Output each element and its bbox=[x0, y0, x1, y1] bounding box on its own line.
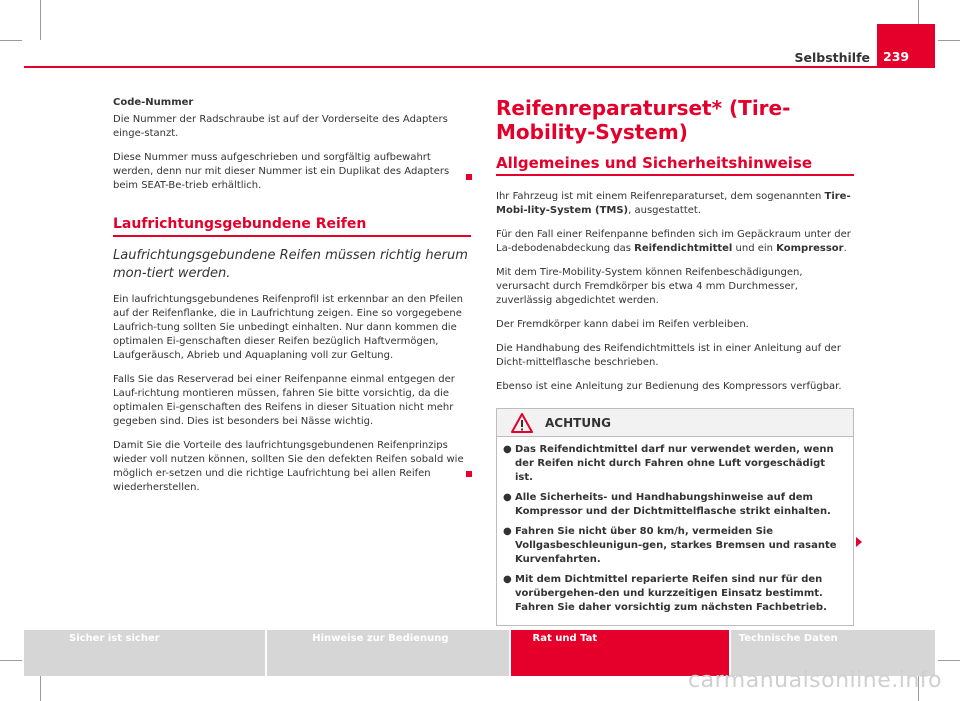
text: Ihr Fahrzeug ist mit einem Reifenreparaturset, dem sogenannten bbox=[496, 191, 825, 202]
tms-paragraph-6: Ebenso ist eine Anleitung zur Bedienung des Kompressors verfügbar. bbox=[496, 381, 842, 392]
tms-paragraph-1 bbox=[496, 190, 854, 218]
paragraph-1: Ein laufrichtungsgebundenes Reifenprofil ist erkennbar an den Pfeilen auf der Reifenflanke, die in Laufrichtung zeigen. Eine so vorgegebene Laufrich-tung sollten Sie unbedingt einhalten. Nur dann kommen die optimalen Ei-genschaften dieser Reifen bezüglich Haftvermögen, Laufgeräusch, Abrieb und Aquaplaning voll zur Geltung. bbox=[113, 294, 464, 361]
section-title-sicherheit: Allgemeines und Sicherheitshinweise bbox=[496, 154, 813, 172]
footer-tab-hinweise[interactable]: Hinweise zur Bedienung bbox=[267, 630, 508, 676]
left-column bbox=[113, 96, 471, 505]
right-column bbox=[496, 96, 854, 626]
warning-item bbox=[503, 443, 845, 485]
warning-item-text: Mit dem Dichtmittel reparierte Reifen sind nur für den vorübergehen-den und kurzzeitigen Einsatz bestimmt. Fahren Sie daher vorsichtig zum nächsten Fachbetrieb. bbox=[515, 574, 827, 613]
page-number: 239 bbox=[883, 49, 910, 64]
bullet: ● bbox=[503, 492, 512, 503]
tms-paragraph-5: Die Handhabung des Reifendichtmittels ist in einer Anleitung auf der Dicht-mittelflasche beschrieben. bbox=[496, 343, 841, 368]
tms-paragraph-3: Mit dem Tire-Mobility-System können Reifenbeschädigungen, verursacht durch Fremdkörper bis etwa 4 mm Durchmesser, zuverlässig abgedichtet werden. bbox=[496, 267, 803, 306]
warning-header bbox=[497, 409, 853, 437]
warning-body bbox=[497, 437, 853, 625]
warning-item bbox=[503, 573, 845, 615]
crop-mark bbox=[40, 0, 41, 40]
code-paragraph-2: Diese Nummer muss aufgeschrieben und sorgfältig aufbewahrt werden, denn nur mit dieser Nummer ist ein Duplikat des Adapters beim SEAT-Be-trieb erhältlich. bbox=[113, 152, 450, 191]
warning-item-text: Fahren Sie nicht über 80 km/h, vermeiden Sie Vollgasbeschleunigun-gen, starkes Bremsen und rasante Kurvenfahrten. bbox=[515, 526, 837, 565]
footer-tab-technische-daten[interactable]: Technische Daten bbox=[731, 630, 935, 676]
header-rule bbox=[24, 66, 935, 68]
section-rule bbox=[113, 235, 471, 237]
footer-tab-sicher[interactable]: Sicher ist sicher bbox=[24, 630, 265, 676]
bold-term: Kompressor bbox=[776, 243, 844, 254]
section-end-marker bbox=[466, 174, 472, 180]
bullet: ● bbox=[503, 574, 512, 585]
section-end-marker bbox=[466, 471, 472, 477]
footer-tab-rat-und-tat[interactable]: Rat und Tat bbox=[511, 630, 729, 676]
bold-term: Reifendichtmittel bbox=[634, 243, 733, 254]
tms-paragraph-4: Der Fremdkörper kann dabei im Reifen verbleiben. bbox=[496, 319, 749, 330]
crop-mark bbox=[938, 40, 960, 41]
warning-triangle-icon bbox=[511, 413, 533, 433]
watermark: carmanualsonline.info bbox=[688, 668, 942, 693]
chapter-title: Reifenreparaturset* (Tire-Mobility-System) bbox=[496, 96, 791, 144]
text: Für den Fall einer Reifenpanne befinden sich im Gepäckraum unter der La-debodenabdeckung das bbox=[496, 229, 851, 254]
bullet: ● bbox=[503, 444, 512, 455]
header-section-title: Selbsthilfe bbox=[794, 50, 870, 65]
crop-mark bbox=[0, 660, 22, 661]
tms-paragraph-2 bbox=[496, 228, 854, 256]
lead-text: Laufrichtungsgebundene Reifen müssen richtig herum mon-tiert werden. bbox=[113, 248, 468, 281]
paragraph-2: Falls Sie das Reserverad bei einer Reifenpanne einmal entgegen der Lauf-richtung montieren müssen, fahren Sie bitte vorsichtig, da die optimalen Ei-genschaften des Reifens in dieser Situation nicht mehr gegeben sind. Dies ist besonders bei Nässe wichtig. bbox=[113, 374, 455, 427]
bold-term: Tire-Mobi-lity-System (TMS) bbox=[496, 191, 851, 216]
warning-box bbox=[496, 408, 854, 626]
bullet: ● bbox=[503, 526, 512, 537]
warning-item bbox=[503, 525, 845, 567]
warning-item bbox=[503, 491, 845, 519]
text: , ausgestattet. bbox=[628, 205, 702, 216]
crop-mark bbox=[938, 660, 960, 661]
page-number-box bbox=[877, 24, 935, 68]
continue-arrow-icon bbox=[856, 537, 862, 547]
code-heading: Code-Nummer bbox=[113, 97, 194, 108]
section-rule bbox=[496, 174, 854, 176]
paragraph-3: Damit Sie die Vorteile des laufrichtungsgebundenen Reifenprinzips wieder voll nutzen können, sollten Sie den defekten Reifen sobald wie möglich er-setzen und die richtige Laufrichtung bei allen Reifen wiederherstellen. bbox=[113, 440, 464, 493]
warning-title: ACHTUNG bbox=[545, 415, 611, 430]
crop-mark bbox=[0, 40, 22, 41]
warning-item-text: Alle Sicherheits- und Handhabungshinweise auf dem Kompressor und der Dichtmittelflasche strikt einhalten. bbox=[515, 492, 831, 517]
text: und ein bbox=[732, 243, 777, 254]
text: . bbox=[843, 243, 847, 254]
warning-item-text: Das Reifendichtmittel darf nur verwendet werden, wenn der Reifen nicht durch Fahren ohne Luft vorgeschädigt ist. bbox=[515, 444, 834, 483]
section-title-laufrichtung: Laufrichtungsgebundene Reifen bbox=[113, 216, 367, 232]
code-paragraph-1: Die Nummer der Radschraube ist auf der Vorderseite des Adapters einge-stanzt. bbox=[113, 114, 448, 139]
